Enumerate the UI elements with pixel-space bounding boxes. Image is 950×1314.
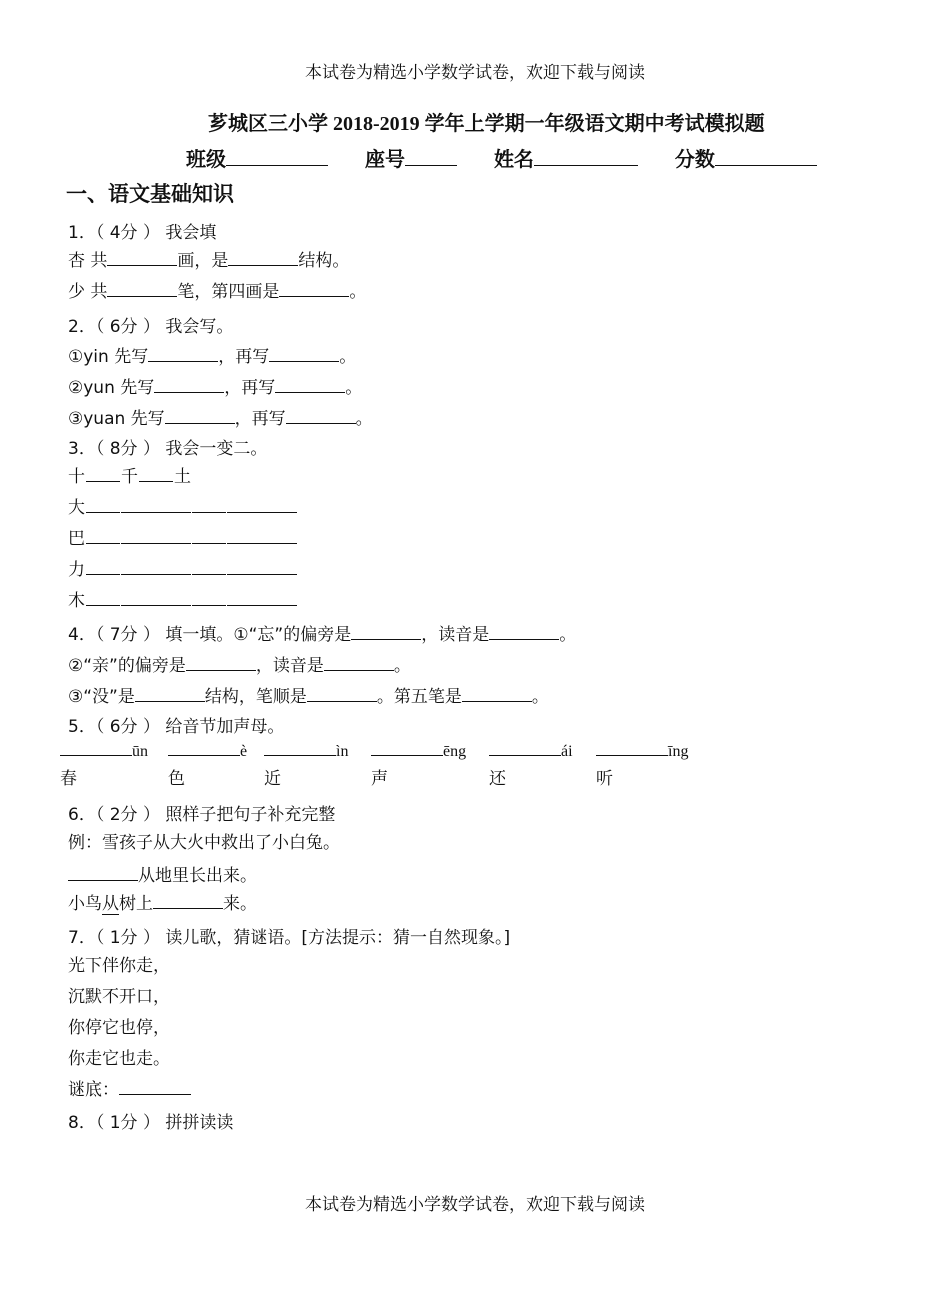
- q6-line2: [68, 889, 257, 914]
- pinyin: ái: [561, 743, 573, 760]
- q3-head: 3．（ 8分 ） 我会一变二。: [68, 439, 268, 459]
- q2-line2: [68, 373, 362, 398]
- blank[interactable]: [121, 528, 191, 544]
- dash: [86, 595, 120, 606]
- q4-l1-c: 。: [393, 656, 411, 676]
- blank[interactable]: [121, 590, 191, 606]
- dash: [139, 471, 173, 482]
- dash: [86, 564, 120, 575]
- blank[interactable]: [489, 740, 561, 756]
- q8-head: 8．（ 1分 ） 拼拼读读: [68, 1113, 234, 1133]
- q6-example: 例：雪孩子从大火中救出了小白兔。: [68, 833, 340, 853]
- q1-l2-b: 笔，第四画是: [177, 282, 280, 302]
- blank[interactable]: [269, 346, 339, 362]
- blank[interactable]: [462, 686, 532, 702]
- q7-verse-3: 你停它也停，: [68, 1018, 170, 1038]
- blank[interactable]: [286, 408, 356, 424]
- q6-l1-text: 从地里长出来。: [138, 866, 257, 886]
- blank[interactable]: [154, 377, 224, 393]
- blank[interactable]: [107, 281, 177, 297]
- blank[interactable]: [68, 865, 138, 881]
- dash: [192, 595, 226, 606]
- q6-l2-a: 小鸟: [68, 894, 102, 914]
- q4-l1-a: ②“亲”的偏旁是: [68, 656, 186, 676]
- blank[interactable]: [227, 559, 297, 575]
- name-label: 姓名: [493, 147, 534, 171]
- pinyin: ēng: [443, 743, 467, 760]
- q6-l2-d: 来。: [223, 894, 257, 914]
- class-label: 班级: [186, 147, 226, 171]
- q3-char-3: 力: [68, 560, 85, 580]
- blank[interactable]: [168, 740, 240, 756]
- dash: [86, 533, 120, 544]
- q3-example: [68, 462, 191, 487]
- q2-l3-a: ③yuan 先写: [68, 409, 165, 429]
- hanzi: 色: [168, 769, 185, 789]
- q3-row3: [68, 555, 297, 580]
- q2-line3: [68, 404, 373, 429]
- hanzi: 还: [489, 769, 506, 789]
- blank[interactable]: [121, 497, 191, 513]
- q2-l1-a: ①yin 先写: [68, 347, 149, 367]
- q1-head: 1．（ 4分 ） 我会填: [68, 223, 217, 243]
- pinyin: è: [240, 743, 248, 760]
- blank[interactable]: [371, 740, 443, 756]
- info-row: [186, 143, 817, 172]
- blank[interactable]: [186, 655, 256, 671]
- q1-line2: [68, 277, 366, 302]
- q3-char-2: 巴: [68, 529, 85, 549]
- blank[interactable]: [279, 281, 349, 297]
- pinyin: īng: [668, 743, 689, 760]
- q4-line2: [68, 682, 549, 707]
- q1-l2-a: 少 共: [68, 282, 108, 302]
- q3-row1: [68, 493, 297, 518]
- q7-verse-1: 光下伴你走，: [68, 956, 170, 976]
- hanzi: 听: [596, 769, 613, 789]
- q2-head: 2．（ 6分 ） 我会写。: [68, 317, 234, 337]
- q4-l2-d: 。: [531, 687, 549, 707]
- blank[interactable]: [324, 655, 394, 671]
- q4-head-a: 4．（ 7分 ） 填一填。①“忘”的偏旁是: [68, 625, 352, 645]
- q7-head: 7．（ 1分 ） 读儿歌，猜谜语。[方法提示：猜一自然现象。]: [68, 928, 511, 948]
- q7-answer: [68, 1075, 191, 1100]
- pinyin: ìn: [336, 743, 349, 760]
- q5-head: 5．（ 6分 ） 给音节加声母。: [68, 717, 285, 737]
- q1-line1: [68, 246, 349, 271]
- q2-l1-b: ，再写: [218, 347, 270, 367]
- q2-l3-b: ，再写: [234, 409, 286, 429]
- dash: [192, 564, 226, 575]
- blank[interactable]: [351, 624, 421, 640]
- q3-ex-2: 千: [121, 467, 138, 487]
- footer-note: 本试卷为精选小学数学试卷，欢迎下载与阅读: [305, 1195, 645, 1214]
- blank[interactable]: [135, 686, 205, 702]
- hanzi: 春: [60, 769, 77, 789]
- blank[interactable]: [119, 1079, 191, 1095]
- q6-l2-c: 树上: [119, 894, 153, 914]
- blank[interactable]: [107, 250, 177, 266]
- score-field[interactable]: [715, 147, 817, 166]
- q4-l2-b: 结构，笔顺是: [204, 687, 307, 707]
- hanzi: 近: [264, 769, 281, 789]
- q7-answer-label: 谜底：: [68, 1080, 119, 1100]
- q4-head-b: ，读音是: [421, 625, 490, 645]
- q7-verse-2: 沉默不开口，: [68, 987, 170, 1007]
- q3-ex-1: 十: [68, 467, 85, 487]
- q4-head: [68, 620, 576, 645]
- blank[interactable]: [121, 559, 191, 575]
- blank[interactable]: [227, 497, 297, 513]
- blank[interactable]: [227, 590, 297, 606]
- blank[interactable]: [228, 250, 298, 266]
- dash: [86, 471, 120, 482]
- blank[interactable]: [153, 893, 223, 909]
- q2-l2-c: 。: [345, 378, 363, 398]
- seat-field[interactable]: [405, 147, 457, 166]
- blank[interactable]: [165, 408, 235, 424]
- q3-row4: [68, 586, 297, 611]
- dash: [192, 533, 226, 544]
- q1-l1-a: 杏 共: [68, 251, 108, 271]
- seat-label: 座号: [364, 147, 405, 171]
- class-field[interactable]: [226, 147, 328, 166]
- score-label: 分数: [674, 147, 715, 171]
- q3-char-4: 木: [68, 591, 85, 611]
- q4-line1: [68, 651, 411, 676]
- blank[interactable]: [275, 377, 345, 393]
- blank[interactable]: [307, 686, 377, 702]
- q4-head-c: 。: [559, 625, 577, 645]
- q2-l2-a: ②yun 先写: [68, 378, 155, 398]
- blank[interactable]: [596, 740, 668, 756]
- dash: [86, 502, 120, 513]
- q1-l2-c: 。: [349, 282, 367, 302]
- dash: [192, 502, 226, 513]
- q2-l2-b: ，再写: [224, 378, 276, 398]
- q7-verse-4: 你走它也走。: [68, 1049, 170, 1069]
- blank[interactable]: [227, 528, 297, 544]
- q1-l1-b: 画，是: [177, 251, 229, 271]
- q1-l1-c: 结构。: [298, 251, 350, 271]
- name-field[interactable]: [534, 147, 638, 166]
- q2-l1-c: 。: [339, 347, 357, 367]
- exam-title: 芗城区三小学 2018-2019 学年上学期一年级语文期中考试模拟题: [208, 113, 765, 135]
- pinyin: ūn: [132, 743, 148, 760]
- q6-line1: [68, 861, 257, 886]
- q4-l1-b: ，读音是: [255, 656, 324, 676]
- q3-row2: [68, 524, 297, 549]
- q4-l2-a: ③“没”是: [68, 687, 135, 707]
- blank[interactable]: [489, 624, 559, 640]
- hanzi: 声: [371, 769, 388, 789]
- q2-l3-c: 。: [355, 409, 373, 429]
- blank[interactable]: [148, 346, 218, 362]
- section-title: 一、语文基础知识: [66, 182, 234, 206]
- blank[interactable]: [60, 740, 132, 756]
- blank[interactable]: [264, 740, 336, 756]
- header-note: 本试卷为精选小学数学试卷，欢迎下载与阅读: [305, 63, 645, 82]
- q3-char-1: 大: [68, 498, 85, 518]
- q6-head: 6．（ 2分 ） 照样子把句子补充完整: [68, 805, 336, 825]
- q6-l2-underlined: 从: [102, 894, 119, 914]
- q2-line1: [68, 342, 356, 367]
- q3-ex-3: 土: [174, 467, 191, 487]
- q4-l2-c: 。第五笔是: [376, 687, 462, 707]
